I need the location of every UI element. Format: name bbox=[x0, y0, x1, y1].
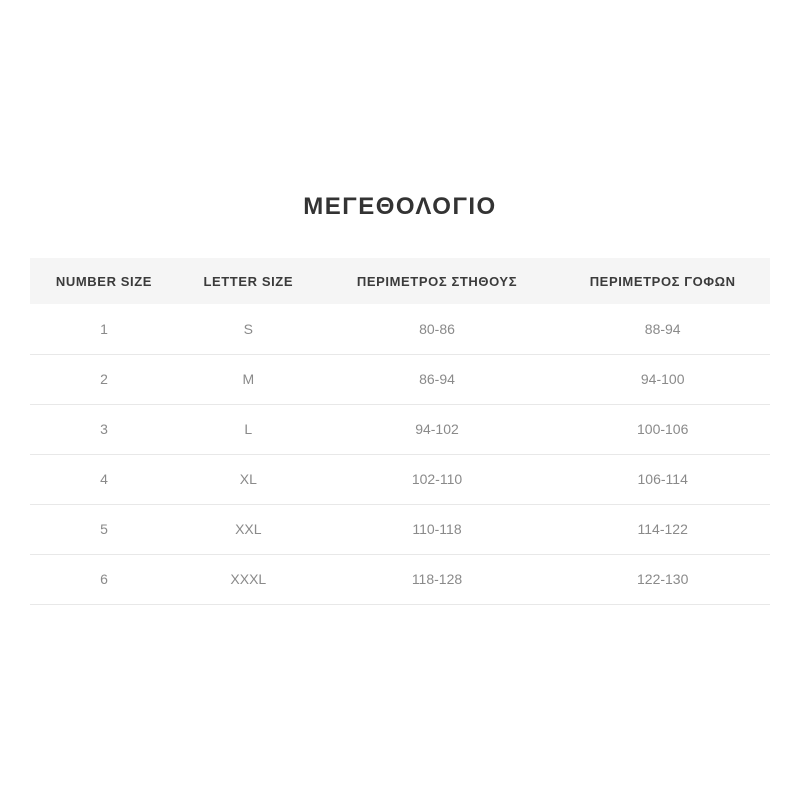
table-cell: 1 bbox=[30, 304, 178, 354]
column-header-περιμετρος-γοφων: ΠΕΡΙΜΕΤΡΟΣ ΓΟΦΩΝ bbox=[555, 258, 770, 304]
table-cell: 106-114 bbox=[555, 454, 770, 504]
table-cell: 100-106 bbox=[555, 404, 770, 454]
column-header-letter-size: LETTER SIZE bbox=[178, 258, 319, 304]
table-cell: 80-86 bbox=[319, 304, 556, 354]
table-cell: XL bbox=[178, 454, 319, 504]
table-cell: 88-94 bbox=[555, 304, 770, 354]
table-cell: 122-130 bbox=[555, 554, 770, 604]
size-table-body bbox=[30, 304, 770, 604]
table-row bbox=[30, 504, 770, 554]
column-header-περιμετρος-στηθους: ΠΕΡΙΜΕΤΡΟΣ ΣΤΗΘΟΥΣ bbox=[319, 258, 556, 304]
table-row bbox=[30, 404, 770, 454]
table-cell: XXXL bbox=[178, 554, 319, 604]
size-table-container bbox=[30, 258, 770, 605]
table-cell: 4 bbox=[30, 454, 178, 504]
table-row bbox=[30, 304, 770, 354]
table-cell: 2 bbox=[30, 354, 178, 404]
table-cell: 102-110 bbox=[319, 454, 556, 504]
table-cell: 3 bbox=[30, 404, 178, 454]
table-row bbox=[30, 454, 770, 504]
table-cell: M bbox=[178, 354, 319, 404]
size-table-header bbox=[30, 258, 770, 304]
table-cell: 118-128 bbox=[319, 554, 556, 604]
header-row bbox=[30, 258, 770, 304]
table-cell: 6 bbox=[30, 554, 178, 604]
page-title: ΜΕΓΕΘΟΛΟΓΙΟ bbox=[303, 193, 497, 220]
table-row bbox=[30, 554, 770, 604]
table-cell: S bbox=[178, 304, 319, 354]
table-cell: 94-102 bbox=[319, 404, 556, 454]
table-cell: 5 bbox=[30, 504, 178, 554]
table-cell: L bbox=[178, 404, 319, 454]
table-row bbox=[30, 354, 770, 404]
table-cell: 110-118 bbox=[319, 504, 556, 554]
table-cell: 114-122 bbox=[555, 504, 770, 554]
column-header-number-size: NUMBER SIZE bbox=[30, 258, 178, 304]
size-table bbox=[30, 258, 770, 605]
table-cell: 94-100 bbox=[555, 354, 770, 404]
table-cell: XXL bbox=[178, 504, 319, 554]
table-cell: 86-94 bbox=[319, 354, 556, 404]
